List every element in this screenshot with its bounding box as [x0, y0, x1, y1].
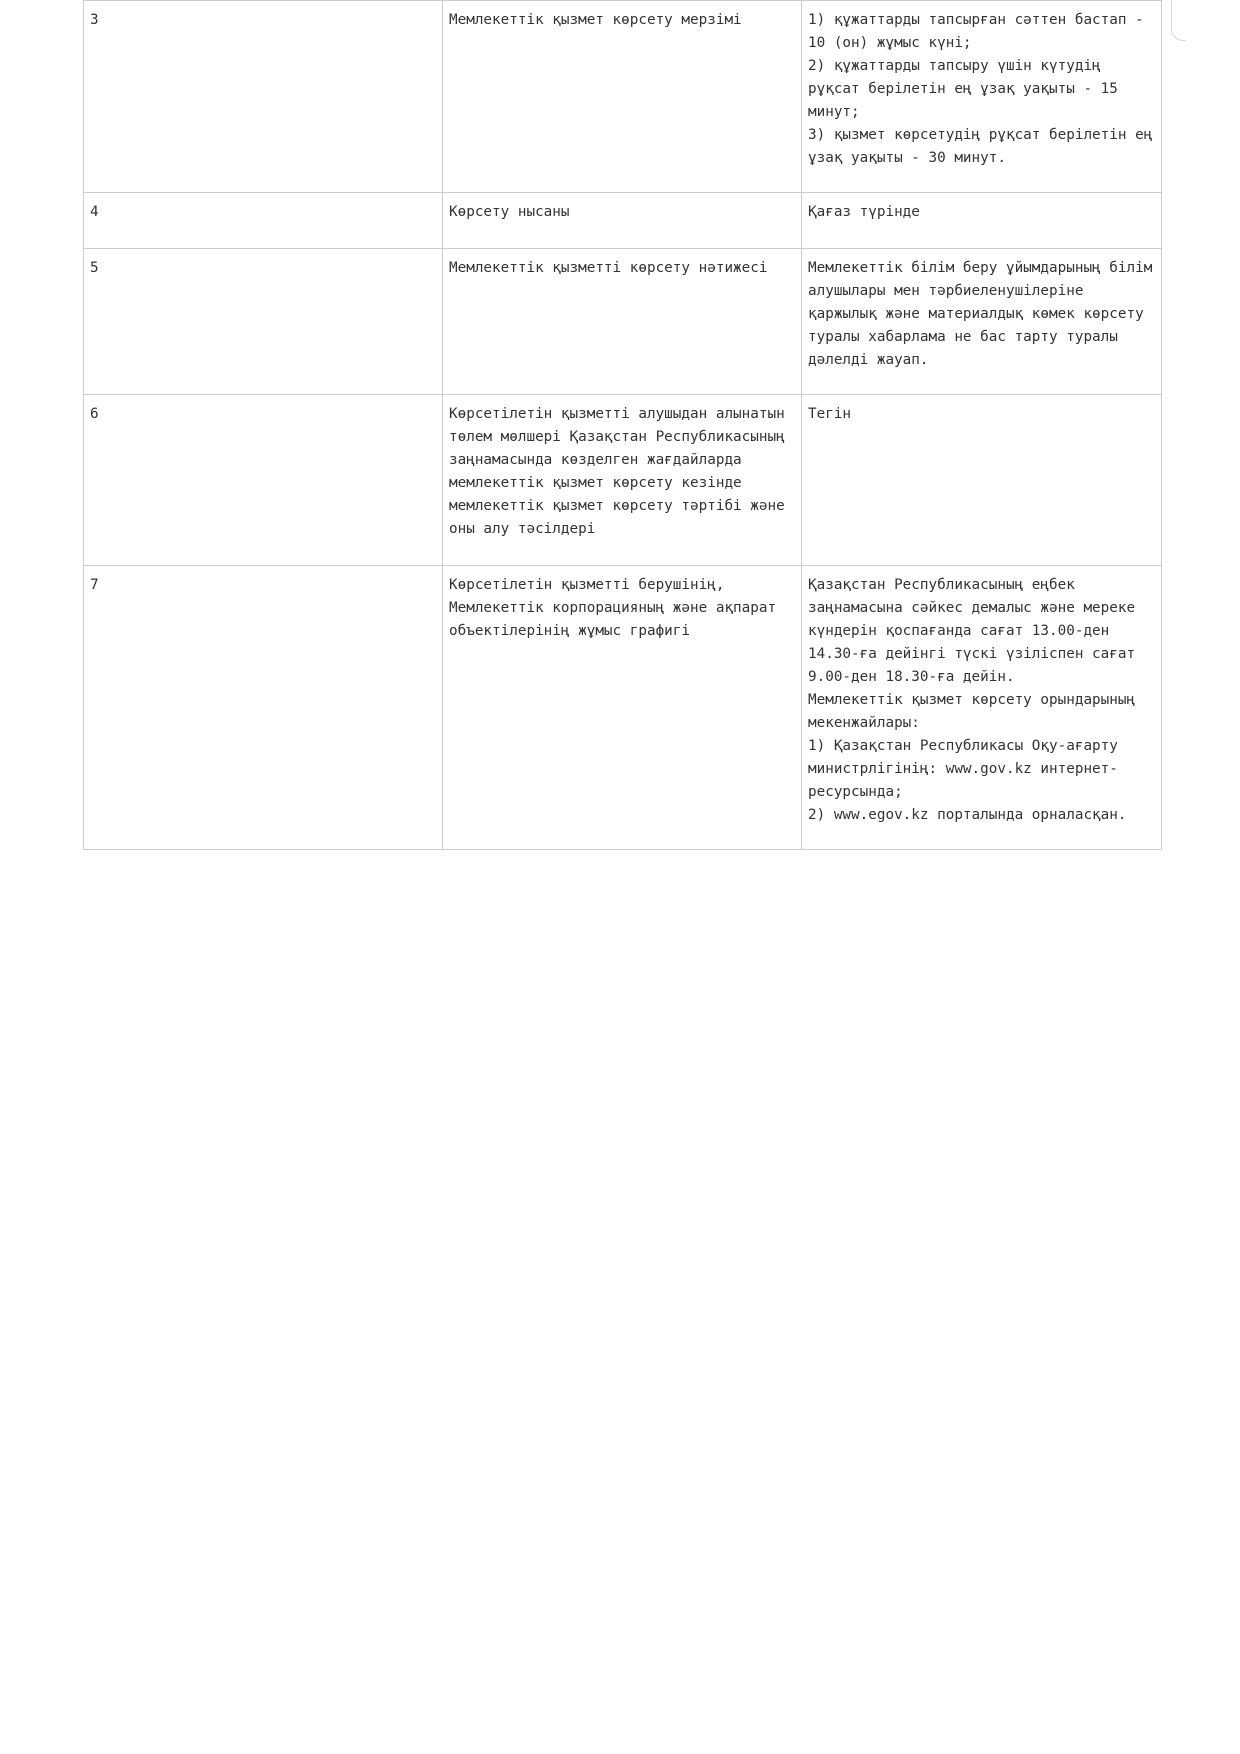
table-row	[84, 1, 1162, 193]
row-number: 5	[84, 249, 443, 395]
table-row	[84, 566, 1162, 850]
table-row	[84, 193, 1162, 249]
row-characteristic: Көрсетілетін қызметті берушінің, Мемлекеттік корпорацияның және ақпарат объектілерінің жұмыс графигі	[443, 566, 802, 850]
row-characteristic: Көрсетілетін қызметті алушыдан алынатын төлем мөлшері Қазақстан Республикасының заңнамасында көзделген жағдайларда мемлекеттік қызмет көрсету кезінде мемлекеттік қызмет көрсету тәртібі және оны алу тәсілдері	[443, 395, 802, 566]
row-value: 1) құжаттарды тапсырған сәттен бастап - 10 (он) жұмыс күні; 2) құжаттарды тапсыру үшін күтудің рұқсат берілетін ең ұзақ уақыты - 15 минут; 3) қызмет көрсетудің рұқсат берілетін ең ұзақ уақыты - 30 минут.	[802, 1, 1162, 193]
row-value: Қағаз түрінде	[802, 193, 1162, 249]
side-panel-tab[interactable]	[1171, 0, 1186, 41]
row-characteristic: Көрсету нысаны	[443, 193, 802, 249]
row-number: 4	[84, 193, 443, 249]
table-row	[84, 249, 1162, 395]
table-row	[84, 395, 1162, 566]
service-standard-table	[83, 0, 1162, 850]
row-number: 6	[84, 395, 443, 566]
row-number: 7	[84, 566, 443, 850]
row-characteristic: Мемлекеттік қызметті көрсету нәтижесі	[443, 249, 802, 395]
row-value: Мемлекеттік білім беру ұйымдарының білім алушылары мен тәрбиеленушілеріне қаржылық және материалдық көмек көрсету туралы хабарлама не бас тарту туралы дәлелді жауап.	[802, 249, 1162, 395]
row-value: Қазақстан Республикасының еңбек заңнамасына сәйкес демалыс және мереке күндерін қоспағанда сағат 13.00-ден 14.30-ға дейінгі түскі үзіліспен сағат 9.00-ден 18.30-ға дейін. Мемлекеттік қызмет көрсету орындарының мекенжайлары: 1) Қазақстан Республикасы Оқу-ағарту министрлігінің: www.gov.kz интернет-ресурсында; 2) www.egov.kz порталында орналасқан.	[802, 566, 1162, 850]
row-value: Тегін	[802, 395, 1162, 566]
row-characteristic: Мемлекеттік қызмет көрсету мерзімі	[443, 1, 802, 193]
row-number: 3	[84, 1, 443, 193]
